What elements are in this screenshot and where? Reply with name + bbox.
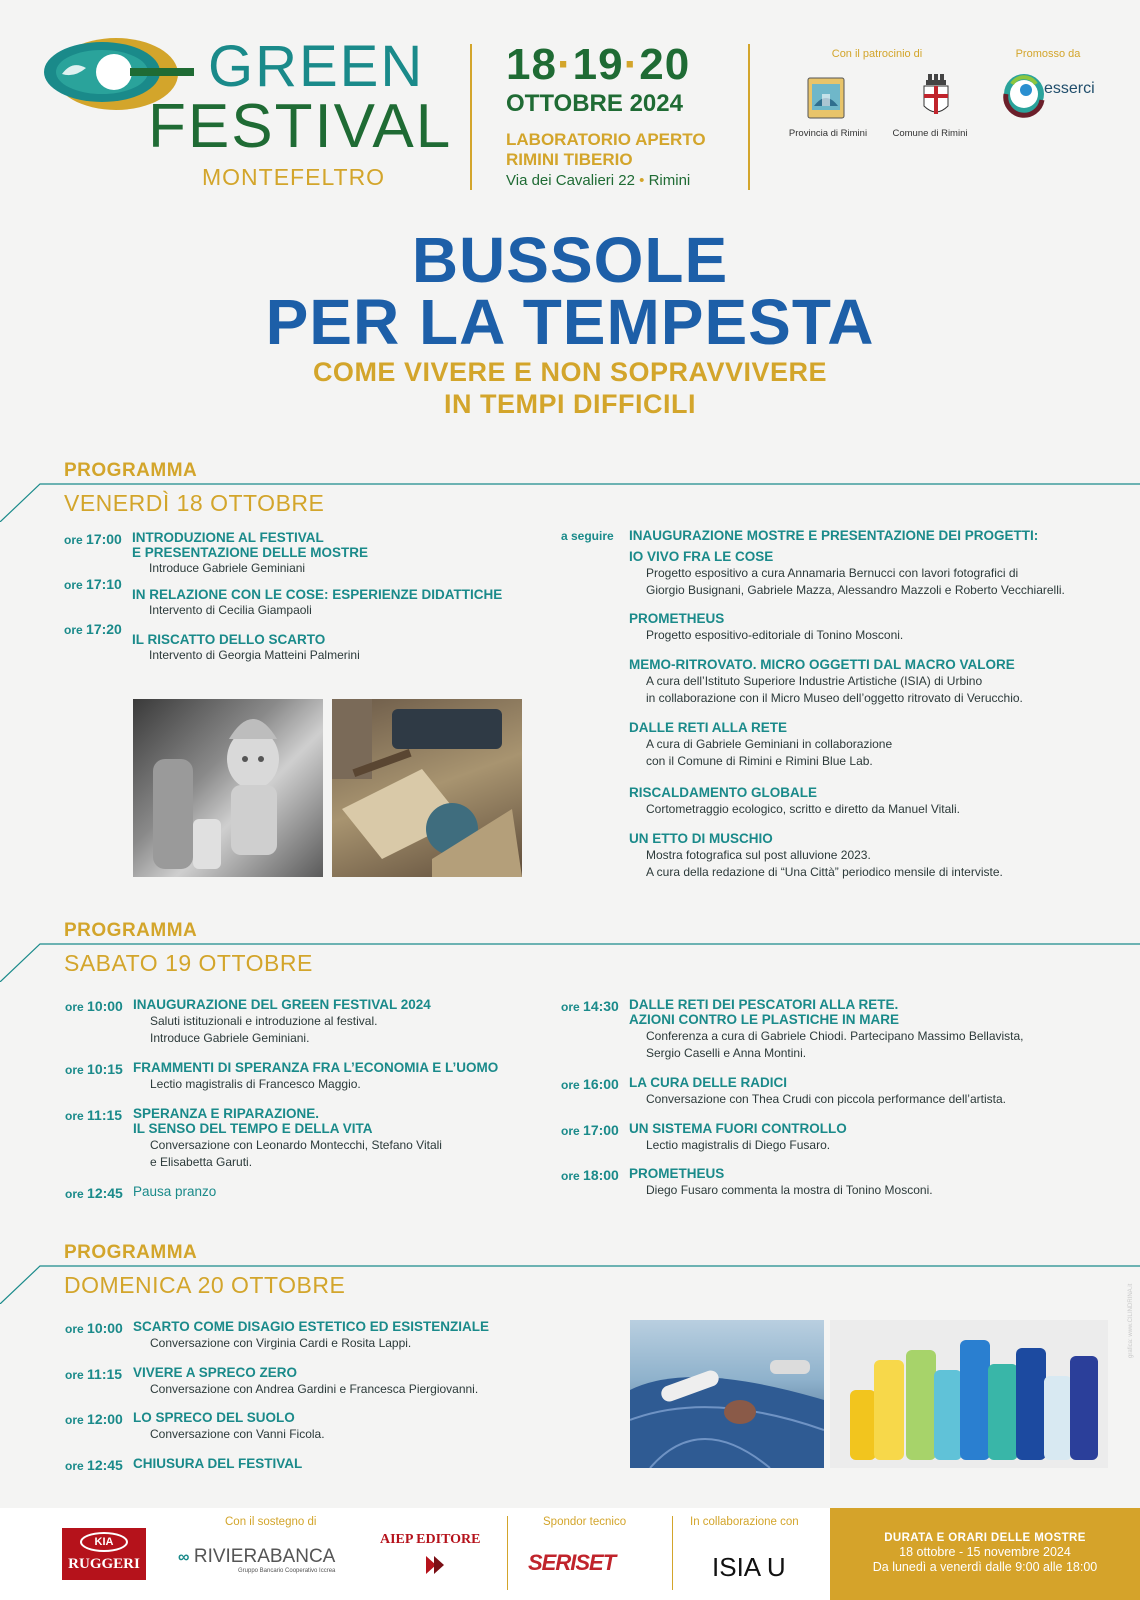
date-day-1: 18 [506, 40, 557, 89]
main-title-line-1: BUSSOLE [411, 224, 729, 296]
header-divider-2 [748, 44, 750, 190]
collab-label: In collaborazione con [690, 1516, 799, 1528]
promoter-name: esserci [1044, 80, 1095, 97]
provincia-crest-icon [806, 76, 846, 124]
event-desc: Intervento di Cecilia Giampaoli [149, 603, 312, 617]
exhibit-desc-2: in collaborazione con il Micro Museo dell’oggetto ritrovato di Verucchio. [646, 691, 1023, 705]
exhibit-desc: Progetto espositivo-editoriale di Tonino Mosconi. [646, 628, 904, 642]
subtitle-line-1: COME VIVERE E NON SOPRAVVIVERE [312, 357, 828, 387]
event-desc: Introduce Gabriele Geminiani [149, 561, 306, 575]
plastic-bottles-icon [830, 1320, 1108, 1468]
date-day-2: 19 [572, 40, 624, 89]
event-time: ore 17:00 [64, 531, 122, 547]
photo-flood-debris [332, 699, 522, 877]
aiep-logo: AIEP EDITORE [380, 1532, 481, 1547]
event-time: ore 17:20 [64, 621, 122, 637]
event-title: IN RELAZIONE CON LE COSE: ESPERIENZE DIDATTICHE [132, 587, 503, 602]
event-time: ore 18:00 [561, 1167, 619, 1183]
ruggeri-wordmark: RUGGERI [68, 1556, 140, 1572]
kia-wordmark: KIA [80, 1532, 128, 1552]
event-desc-2: e Elisabetta Garuti. [150, 1155, 253, 1169]
footer-divider-1 [507, 1516, 508, 1590]
festival-dates: 18·19·20 [506, 40, 691, 89]
program-label-sunday: PROGRAMMA [64, 1242, 198, 1263]
follow-title: INAUGURAZIONE MOSTRE E PRESENTAZIONE DEI PROGETTI: [629, 528, 1039, 543]
city: Rimini [648, 172, 691, 189]
provincia-label: Provincia di Rimini [788, 128, 868, 139]
footer-divider-2 [672, 1516, 673, 1590]
event-time: ore 10:00 [65, 998, 123, 1014]
day-saturday: SABATO 19 OTTOBRE [64, 950, 313, 976]
photo-fishing-nets [630, 1320, 824, 1468]
event-title: VIVERE A SPRECO ZERO [133, 1365, 298, 1380]
exhibit-title: DALLE RETI ALLA RETE [629, 720, 787, 735]
event-desc: Conversazione con Vanni Ficola. [150, 1427, 325, 1441]
promoted-label: Promosso da [1015, 48, 1081, 60]
venue-line-1: LABORATORIO APERTO [506, 130, 706, 149]
exhibit-title: IO VIVO FRA LE COSE [629, 549, 774, 564]
event-desc: Diego Fusaro commenta la mostra di Tonino Mosconi. [646, 1183, 933, 1197]
rivierabanca-sub: Gruppo Bancario Cooperativo Iccrea [238, 1568, 336, 1574]
event-time: ore 10:00 [65, 1320, 123, 1336]
exhibit-title: PROMETHEUS [629, 611, 725, 626]
event-title: IL RISCATTO DELLO SCARTO [132, 632, 326, 647]
design-credit: grafica: www.CILINDRINA.it [1128, 1283, 1134, 1358]
event-desc: Lectio magistralis di Francesco Maggio. [150, 1077, 361, 1091]
address: Via dei Cavalieri 22 [506, 172, 635, 189]
event-title: SPERANZA E RIPARAZIONE. [133, 1106, 320, 1121]
event-desc-2: Introduce Gabriele Geminiani. [150, 1031, 310, 1045]
event-title-2: AZIONI CONTRO LE PLASTICHE IN MARE [629, 1012, 899, 1027]
event-title: FRAMMENTI DI SPERANZA FRA L’ECONOMIA E L’UOMO [133, 1060, 499, 1075]
flood-debris-icon [332, 699, 522, 877]
event-desc: Intervento di Georgia Matteini Palmerini [149, 648, 360, 662]
program-label-saturday: PROGRAMMA [64, 920, 198, 941]
rivierabanca-logo [178, 1546, 335, 1574]
event-title: INAUGURAZIONE DEL GREEN FESTIVAL 2024 [133, 997, 431, 1012]
footer [0, 1508, 1140, 1600]
main-title-line-2: PER LA TEMPESTA [265, 286, 875, 358]
photo-plastic-bottles [830, 1320, 1108, 1468]
event-title: CHIUSURA DEL FESTIVAL [133, 1456, 303, 1471]
event-title: Pausa pranzo [133, 1184, 217, 1199]
photo-gnome-statue [133, 699, 323, 877]
venue-line-2: RIMINI TIBERIO [506, 150, 633, 169]
exhibit-desc-2: A cura della redazione di “Una Città” periodico mensile di interviste. [646, 865, 1003, 879]
exhibit-desc: Mostra fotografica sul post alluvione 2023. [646, 848, 871, 862]
exhibit-title: UN ETTO DI MUSCHIO [629, 831, 773, 846]
event-title: PROMETHEUS [629, 1166, 725, 1181]
event-time: ore 14:30 [561, 998, 619, 1014]
event-desc: Saluti istituzionali e introduzione al festival. [150, 1014, 378, 1028]
program-label-friday: PROGRAMMA [64, 460, 198, 481]
support-label: Con il sostegno di [225, 1516, 317, 1528]
exhibit-desc: A cura dell’Istituto Superiore Industrie Artistiche (ISIA) di Urbino [646, 674, 983, 688]
gnome-statue-icon [133, 699, 323, 877]
event-time: ore 12:45 [65, 1457, 123, 1473]
event-time: ore 10:15 [65, 1061, 123, 1077]
event-desc: Conversazione con Leonardo Montecchi, Stefano Vitali [150, 1138, 442, 1152]
subtitle-line-2: IN TEMPI DIFFICILI [444, 389, 696, 419]
aiep-mark-icon [424, 1554, 446, 1576]
event-time: ore 12:00 [65, 1411, 123, 1427]
event-desc-2: Sergio Caselli e Anna Montini. [646, 1046, 807, 1060]
header-divider [470, 44, 472, 190]
event-desc: Conversazione con Andrea Gardini e Francesca Piergiovanni. [150, 1382, 479, 1396]
seriset-logo: SERISET [528, 1550, 616, 1575]
event-title: DALLE RETI DEI PESCATORI ALLA RETE. [629, 997, 899, 1012]
event-desc: Conversazione con Thea Crudi con piccola performance dell’artista. [646, 1092, 1006, 1106]
exhibit-title: RISCALDAMENTO GLOBALE [629, 785, 817, 800]
day-sunday: DOMENICA 20 OTTOBRE [64, 1272, 346, 1298]
sponsor-label: Spondor tecnico [543, 1516, 627, 1528]
event-title-2: E PRESENTAZIONE DELLE MOSTRE [132, 545, 369, 560]
event-desc: Conferenza a cura di Gabriele Chiodi. Partecipano Massimo Bellavista, [646, 1029, 1024, 1043]
exhibitions-title: DURATA E ORARI DELLE MOSTRE [884, 1532, 1086, 1544]
event-desc: Conversazione con Virginia Cardi e Rosita Lappi. [150, 1336, 412, 1350]
event-time: ore 17:10 [64, 576, 122, 592]
isia-logo: ISIA U [712, 1552, 786, 1582]
exhibit-desc-2: Giorgio Busignani, Gabriele Mazza, Alessandro Mazzoli e Roberto Vecchiarelli. [646, 583, 1065, 597]
event-time: ore 17:00 [561, 1122, 619, 1138]
event-title: LA CURA DELLE RADICI [629, 1075, 787, 1090]
comune-crest-icon [916, 72, 956, 120]
event-title: INTRODUZIONE AL FESTIVAL [132, 530, 324, 545]
exhibit-desc: A cura di Gabriele Geminiani in collaborazione [646, 737, 893, 751]
event-time: ore 16:00 [561, 1076, 619, 1092]
venue-name [506, 130, 736, 170]
exhibit-desc-2: con il Comune di Rimini e Rimini Blue Lab. [646, 754, 873, 768]
event-time: ore 11:15 [65, 1366, 123, 1382]
exhibit-desc: Progetto espositivo a cura Annamaria Bernucci con lavori fotografici di [646, 566, 1019, 580]
month-year: OTTOBRE 2024 [506, 90, 683, 117]
brand-subtitle: MONTEFELTRO [202, 164, 386, 190]
date-day-3: 20 [639, 40, 691, 89]
main-subtitle [0, 356, 1140, 420]
rivierabanca-wordmark: RIVIERABANCA [193, 1546, 336, 1567]
event-title: LO SPRECO DEL SUOLO [133, 1410, 295, 1425]
patronage-label: Con il patrocinio di [831, 48, 923, 60]
brand-festival: FESTIVAL [148, 92, 453, 161]
event-time: ore 11:15 [65, 1107, 123, 1123]
event-title: SCARTO COME DISAGIO ESTETICO ED ESISTENZIALE [133, 1319, 490, 1334]
exhibitions-hours: Da lunedì a venerdì dalle 9:00 alle 18:00 [872, 1560, 1098, 1574]
rivierabanca-mark-icon: ∞ [178, 1549, 190, 1566]
venue-address: Via dei Cavalieri 22 • Rimini [506, 172, 691, 189]
exhibit-title: MEMO-RITROVATO. MICRO OGGETTI DAL MACRO VALORE [629, 657, 1015, 672]
header [0, 0, 1140, 220]
exhibitions-info-box [830, 1508, 1140, 1600]
event-title-2: IL SENSO DEL TEMPO E DELLA VITA [133, 1121, 373, 1136]
event-time: ore 12:45 [65, 1185, 123, 1201]
follow-label: a seguire [561, 529, 614, 543]
fishing-nets-icon [630, 1320, 824, 1468]
comune-label: Comune di Rimini [892, 128, 968, 139]
day-friday: VENERDÌ 18 OTTOBRE [64, 490, 325, 516]
brand-green: GREEN [208, 34, 425, 99]
exhibitions-dates: 18 ottobre - 15 novembre 2024 [899, 1545, 1071, 1559]
exhibit-desc: Cortometraggio ecologico, scritto e diretto da Manuel Vitali. [646, 802, 960, 816]
kia-ruggeri-logo [62, 1528, 146, 1580]
event-desc: Lectio magistralis di Diego Fusaro. [646, 1138, 831, 1152]
event-title: UN SISTEMA FUORI CONTROLLO [629, 1121, 847, 1136]
